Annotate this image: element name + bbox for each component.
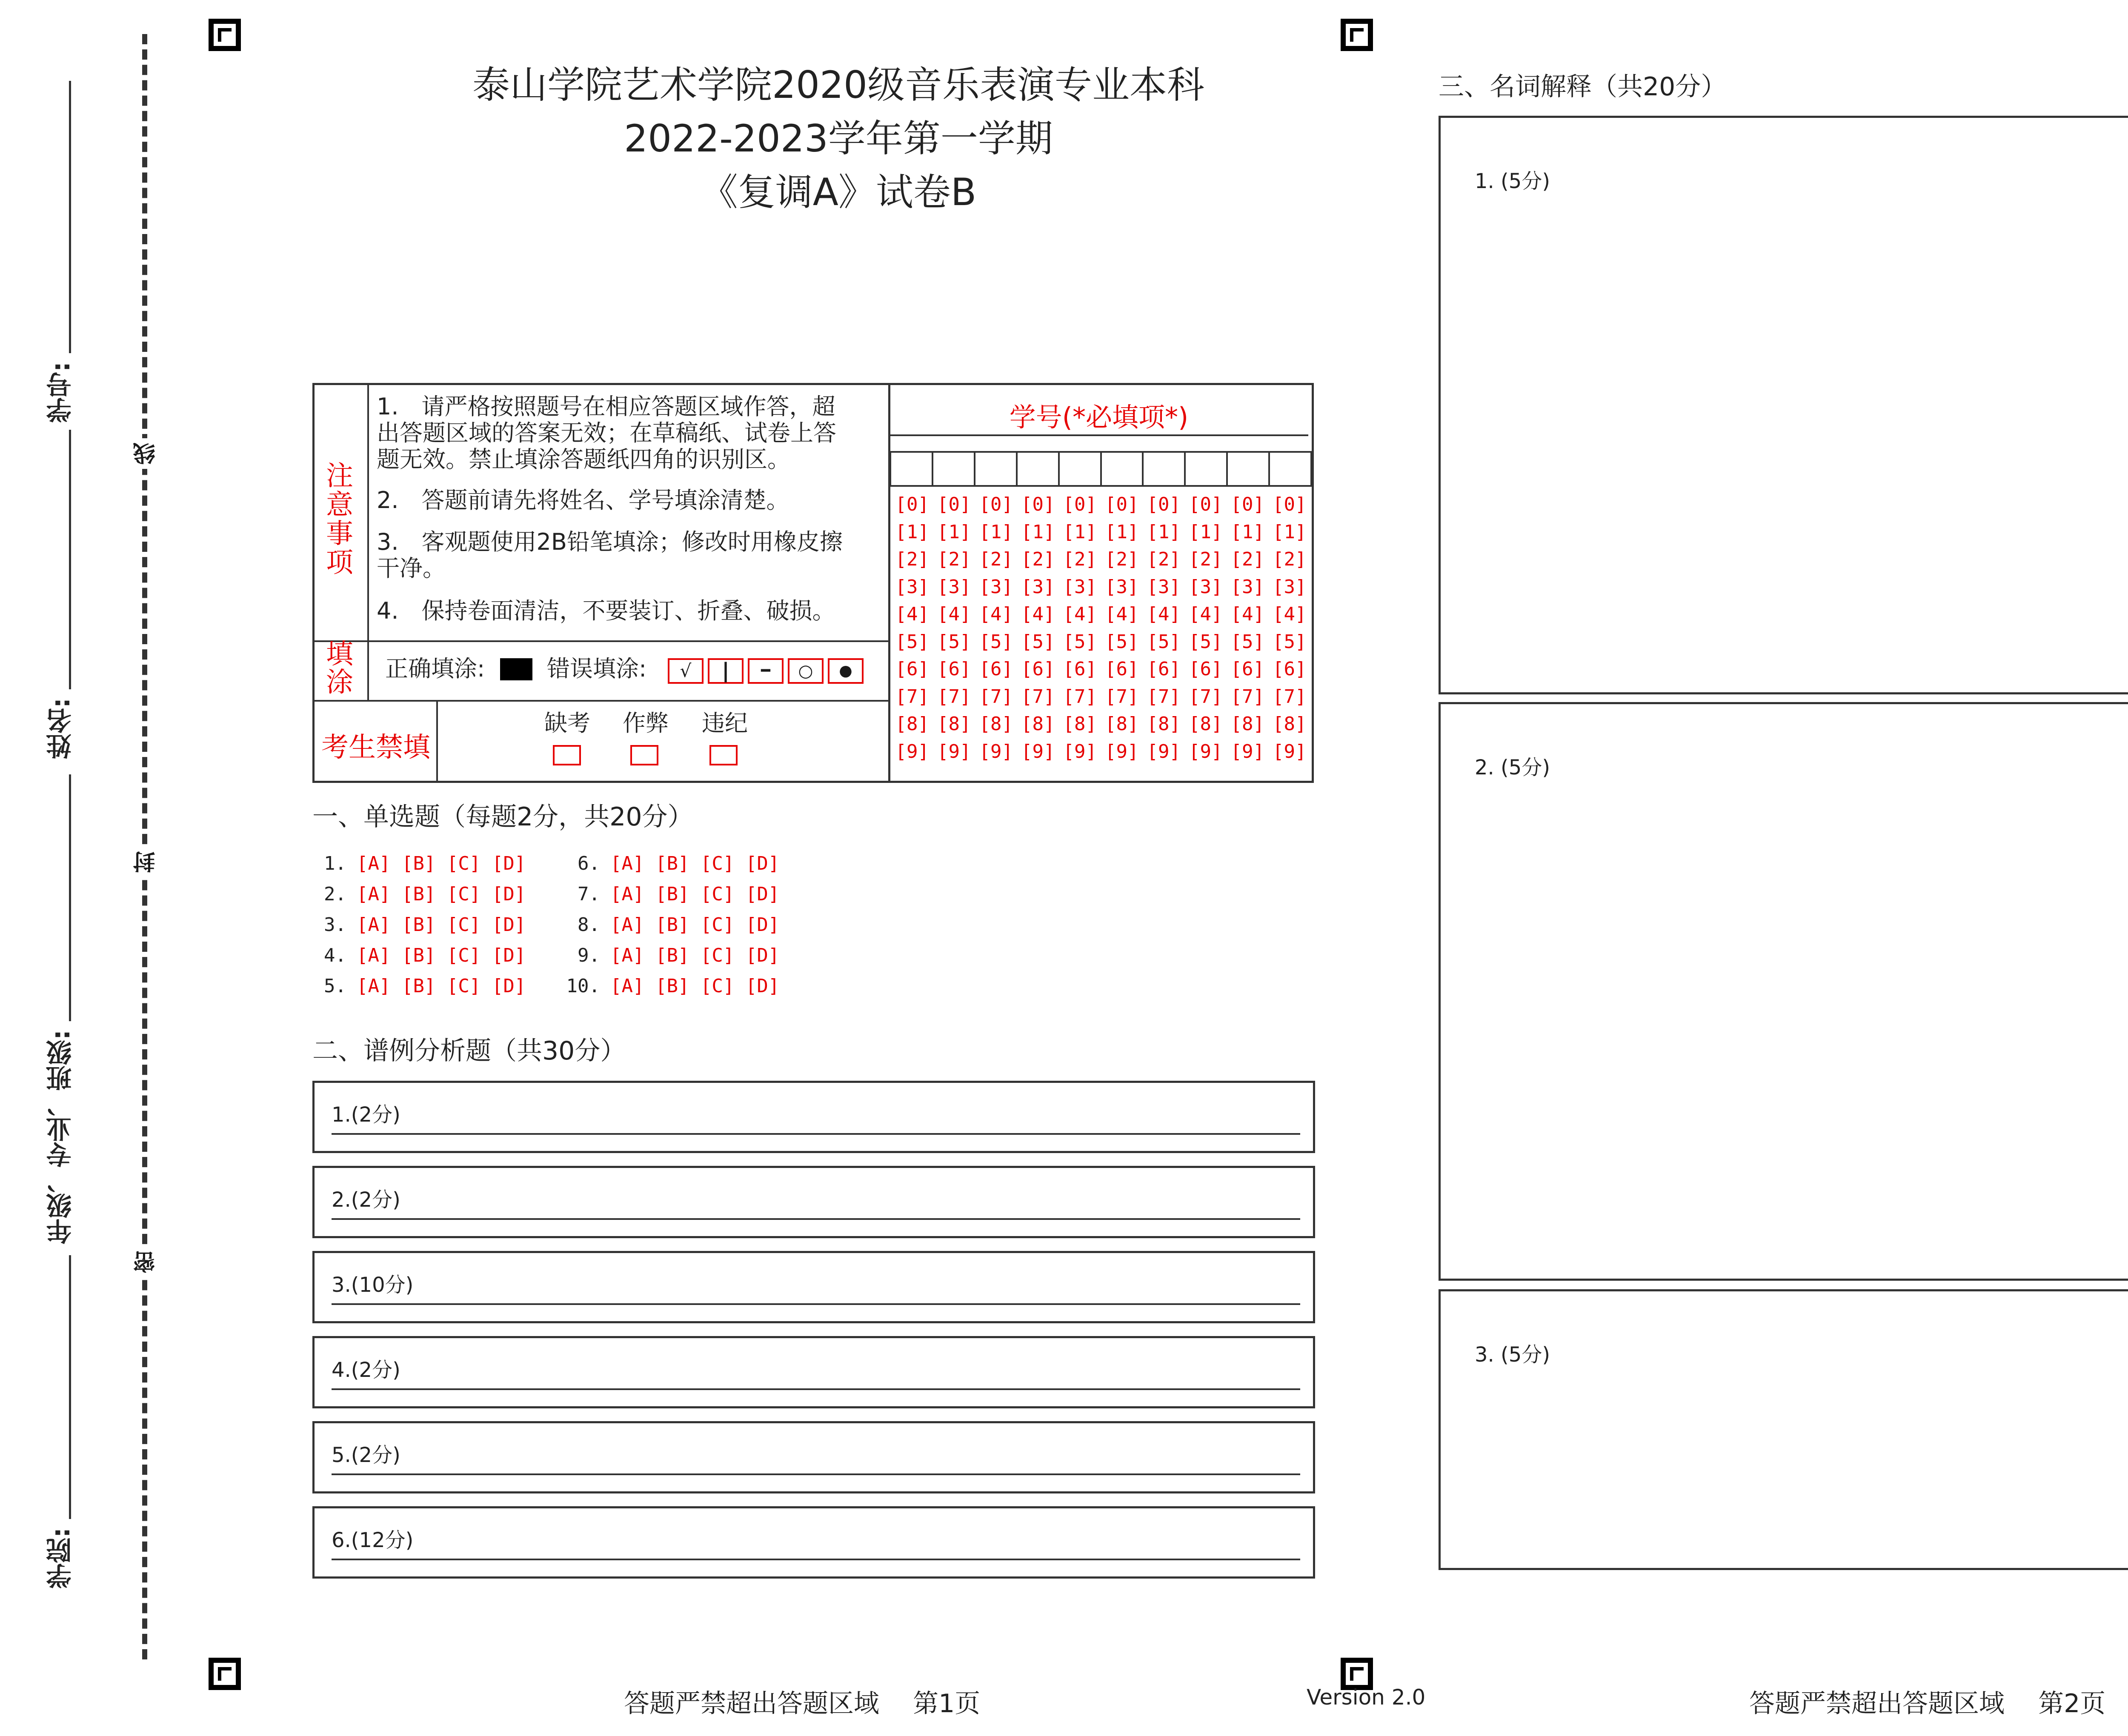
student-id-digit-row bbox=[891, 576, 1310, 598]
student-id-bubble[interactable]: [3] bbox=[1189, 576, 1223, 598]
correct-fill-sample bbox=[500, 658, 532, 680]
mc-question-number: 6. bbox=[578, 853, 600, 874]
student-id-bubble[interactable]: [5] bbox=[1063, 631, 1097, 653]
term-item-label: 2. (5分) bbox=[1475, 756, 1550, 779]
student-id-bubble[interactable]: [8] bbox=[1273, 713, 1307, 735]
mc-question-row bbox=[317, 883, 526, 905]
student-id-bubble[interactable]: [5] bbox=[1105, 631, 1139, 653]
mc-question-number: 5. bbox=[324, 975, 346, 997]
student-id-bubble[interactable]: [5] bbox=[937, 631, 971, 653]
student-id-bubble[interactable]: [2] bbox=[1230, 548, 1264, 570]
student-id-bubble[interactable]: [4] bbox=[1273, 603, 1307, 625]
section1-title: 一、单选题（每题2分，共20分） bbox=[312, 802, 693, 832]
wrong-fill-label: 错误填涂: bbox=[547, 655, 647, 682]
student-id-bubble[interactable]: [8] bbox=[1105, 713, 1139, 735]
student-id-bubble[interactable]: [2] bbox=[1063, 548, 1097, 570]
student-id-bubble[interactable]: [4] bbox=[1147, 603, 1181, 625]
mc-question-row bbox=[553, 853, 779, 874]
class-margin-line bbox=[69, 774, 71, 1021]
mc-option-bubbles[interactable]: [A] [B] [C] [D] bbox=[357, 945, 526, 966]
footer-version: Version 2.0 bbox=[1307, 1685, 1426, 1710]
footer-page1: 答题严禁超出答题区域 第1页 bbox=[624, 1689, 981, 1719]
student-id-bubble[interactable]: [6] bbox=[1021, 658, 1055, 680]
student-id-digit-row bbox=[891, 631, 1310, 653]
student-id-bubble[interactable]: [0] bbox=[1230, 494, 1264, 515]
forbidden-label: 考生禁填 bbox=[321, 732, 430, 763]
student-id-bubble[interactable]: [4] bbox=[937, 603, 971, 625]
notice-rule-3: 3. 客观题使用2B铅笔填涂；修改时用橡皮擦干净。 bbox=[377, 528, 843, 582]
student-id-bubble[interactable]: [4] bbox=[1063, 603, 1097, 625]
mc-question-number: 10. bbox=[566, 975, 600, 997]
student-id-bubble[interactable]: [9] bbox=[1189, 740, 1223, 762]
student-id-bubble[interactable]: [4] bbox=[979, 603, 1013, 625]
student-id-bubble[interactable]: [8] bbox=[895, 713, 929, 735]
student-id-bubble[interactable]: [4] bbox=[1021, 603, 1055, 625]
student-id-digit-row bbox=[891, 713, 1310, 735]
student-id-bubble[interactable]: [6] bbox=[1273, 658, 1307, 680]
student-id-bubble[interactable]: [6] bbox=[1105, 658, 1139, 680]
student-id-bubble[interactable]: [8] bbox=[937, 713, 971, 735]
student-id-bubble[interactable]: [3] bbox=[1147, 576, 1181, 598]
student-id-bubble[interactable]: [6] bbox=[1189, 658, 1223, 680]
student-id-digit-row bbox=[891, 521, 1310, 543]
exam-title-line1: 泰山学院艺术学院2020级音乐表演专业本科 bbox=[472, 63, 1204, 107]
name-margin-label: 姓名: bbox=[46, 698, 76, 759]
college-margin-line bbox=[69, 1255, 71, 1519]
wrong-fill-dash: ━ bbox=[748, 658, 784, 684]
analysis-item-label: 5.(2分) bbox=[332, 1443, 400, 1467]
student-id-bubble[interactable]: [1] bbox=[937, 521, 971, 543]
student-id-digit-row bbox=[891, 686, 1310, 708]
analysis-answer-box-6[interactable] bbox=[312, 1506, 1315, 1579]
analysis-answer-box-4[interactable] bbox=[312, 1336, 1315, 1408]
student-id-bubble[interactable]: [6] bbox=[1063, 658, 1097, 680]
footer-page2: 答题严禁超出答题区域 第2页 bbox=[1749, 1689, 2106, 1719]
student-id-bubble[interactable]: [0] bbox=[937, 494, 971, 515]
analysis-answer-box-1[interactable] bbox=[312, 1081, 1315, 1153]
mc-question-row bbox=[553, 945, 779, 966]
student-id-bubble[interactable]: [7] bbox=[1189, 685, 1223, 708]
class-margin-label: 年级、专业、班级: bbox=[46, 1030, 76, 1244]
student-id-bubble[interactable]: [5] bbox=[979, 631, 1013, 653]
student-id-bubble[interactable]: [9] bbox=[1147, 740, 1181, 762]
term-item-label: 1. (5分) bbox=[1475, 169, 1550, 193]
student-id-bubble[interactable]: [3] bbox=[1063, 576, 1097, 598]
analysis-item-label: 2.(2分) bbox=[332, 1188, 400, 1212]
mc-question-row bbox=[553, 975, 779, 997]
correct-fill-label: 正确填涂: bbox=[385, 655, 485, 682]
student-id-bubble[interactable]: [9] bbox=[895, 740, 929, 762]
mc-option-bubbles[interactable]: [A] [B] [C] [D] bbox=[610, 914, 780, 936]
student-id-bubble[interactable]: [2] bbox=[1147, 548, 1181, 570]
college-margin-label: 学院: bbox=[46, 1528, 76, 1589]
student-id-digit-row bbox=[891, 658, 1310, 680]
student-id-digit-row bbox=[891, 603, 1310, 625]
binding-word-xian: 线 bbox=[130, 438, 162, 469]
registration-marker-top-center bbox=[1341, 19, 1373, 51]
student-id-bubble[interactable]: [0] bbox=[1273, 494, 1307, 515]
student-id-bubble[interactable]: [2] bbox=[1105, 548, 1139, 570]
binding-word-mi: 密 bbox=[130, 1247, 162, 1277]
student-id-bubble[interactable]: [0] bbox=[895, 494, 929, 515]
analysis-item-label: 1.(2分) bbox=[332, 1103, 400, 1127]
student-id-bubble[interactable]: [4] bbox=[895, 603, 929, 625]
student-id-bubble[interactable]: [9] bbox=[1021, 740, 1055, 762]
student-id-bubble[interactable]: [0] bbox=[1189, 494, 1223, 515]
mc-option-bubbles[interactable]: [A] [B] [C] [D] bbox=[357, 883, 526, 905]
student-id-bubble[interactable]: [7] bbox=[895, 685, 929, 708]
student-id-bubble[interactable]: [6] bbox=[937, 658, 971, 680]
wrong-fill-dot: ● bbox=[828, 658, 864, 684]
mc-question-row bbox=[317, 914, 526, 936]
student-id-bubble[interactable]: [8] bbox=[1147, 713, 1181, 735]
analysis-item-label: 4.(2分) bbox=[332, 1358, 400, 1382]
wrong-fill-bar: | bbox=[708, 658, 744, 684]
student-id-bubble[interactable]: [4] bbox=[1189, 603, 1223, 625]
exam-title-line2: 2022-2023学年第一学期 bbox=[624, 117, 1053, 160]
mc-question-number: 3. bbox=[324, 914, 346, 936]
mc-question-number: 2. bbox=[324, 883, 346, 905]
notice-rule-4: 4. 保持卷面清洁，不要装订、折叠、破损。 bbox=[377, 597, 835, 624]
student-id-bubble[interactable]: [5] bbox=[1021, 631, 1055, 653]
binding-word-feng: 封 bbox=[130, 847, 162, 877]
registration-marker-bottom-left bbox=[209, 1658, 241, 1690]
registration-marker-top-left bbox=[209, 19, 241, 51]
status-violation-box bbox=[709, 745, 738, 765]
student-id-bubble[interactable]: [5] bbox=[1189, 631, 1223, 653]
student-id-margin-line bbox=[69, 81, 71, 353]
student-id-bubble[interactable]: [7] bbox=[1021, 685, 1055, 708]
student-id-bubble[interactable]: [2] bbox=[1273, 548, 1307, 570]
student-id-bubble[interactable]: [9] bbox=[1063, 740, 1097, 762]
student-id-write-cells[interactable] bbox=[890, 451, 1312, 487]
mc-option-bubbles[interactable]: [A] [B] [C] [D] bbox=[610, 945, 780, 966]
student-id-bubble[interactable]: [9] bbox=[1273, 740, 1307, 762]
mc-option-bubbles[interactable]: [A] [B] [C] [D] bbox=[610, 975, 780, 997]
student-id-bubble[interactable]: [0] bbox=[1147, 494, 1181, 515]
status-cheat-label: 作弊 bbox=[623, 710, 669, 737]
student-id-bubble[interactable]: [9] bbox=[1105, 740, 1139, 762]
notice-rule-2: 2. 答题前请先将姓名、学号填涂清楚。 bbox=[377, 487, 789, 514]
student-id-bubble[interactable]: [7] bbox=[1273, 685, 1307, 708]
mc-option-bubbles[interactable]: [A] [B] [C] [D] bbox=[610, 853, 780, 874]
mc-option-bubbles[interactable]: [A] [B] [C] [D] bbox=[610, 883, 780, 905]
mc-question-row bbox=[317, 945, 526, 966]
student-id-bubble[interactable]: [7] bbox=[1147, 685, 1181, 708]
student-id-bubble[interactable]: [2] bbox=[1189, 548, 1223, 570]
student-id-bubble[interactable]: [7] bbox=[937, 685, 971, 708]
notice-panel bbox=[312, 383, 890, 783]
mc-question-number: 1. bbox=[324, 853, 346, 874]
notice-rule-1: 1. 请严格按照题号在相应答题区域作答，超出答题区域的答案无效；在草稿纸、试卷上答题无效。禁止填涂答题纸四角的识别区。 bbox=[377, 393, 836, 473]
student-id-bubble[interactable]: [2] bbox=[979, 548, 1013, 570]
student-id-bubble[interactable]: [3] bbox=[895, 576, 929, 598]
mc-question-row bbox=[317, 853, 526, 874]
student-id-bubble[interactable]: [5] bbox=[1273, 631, 1307, 653]
section2-title: 二、谱例分析题（共30分） bbox=[312, 1036, 626, 1066]
mc-question-row bbox=[553, 883, 779, 905]
student-id-bubble[interactable]: [1] bbox=[1021, 521, 1055, 543]
student-id-bubble[interactable]: [7] bbox=[979, 685, 1013, 708]
student-id-bubble[interactable]: [6] bbox=[1147, 658, 1181, 680]
student-id-bubble[interactable]: [8] bbox=[979, 713, 1013, 735]
student-id-bubble[interactable]: [1] bbox=[1230, 521, 1264, 543]
mc-option-bubbles[interactable]: [A] [B] [C] [D] bbox=[357, 975, 526, 997]
student-id-bubble[interactable]: [6] bbox=[979, 658, 1013, 680]
student-id-bubble[interactable]: [6] bbox=[895, 658, 929, 680]
student-id-bubble[interactable]: [4] bbox=[1105, 603, 1139, 625]
analysis-answer-box-5[interactable] bbox=[312, 1421, 1315, 1493]
mc-question-number: 9. bbox=[578, 945, 600, 966]
analysis-answer-box-2[interactable] bbox=[312, 1166, 1315, 1238]
student-id-bubble[interactable]: [0] bbox=[1105, 494, 1139, 515]
mc-question-number: 7. bbox=[578, 883, 600, 905]
section3-title: 三、名词解释（共20分） bbox=[1439, 72, 1727, 102]
student-id-bubble[interactable]: [3] bbox=[1230, 576, 1264, 598]
student-id-bubble[interactable]: [3] bbox=[937, 576, 971, 598]
student-id-bubble[interactable]: [0] bbox=[979, 494, 1013, 515]
mc-question-row bbox=[553, 914, 779, 936]
student-id-digit-row bbox=[891, 741, 1310, 762]
student-id-bubble[interactable]: [6] bbox=[1230, 658, 1264, 680]
term-answer-box-1[interactable] bbox=[1439, 116, 2128, 694]
student-id-bubble[interactable]: [1] bbox=[1189, 521, 1223, 543]
status-absent-label: 缺考 bbox=[544, 710, 590, 737]
student-id-bubble[interactable]: [1] bbox=[979, 521, 1013, 543]
student-id-bubble[interactable]: [8] bbox=[1063, 713, 1097, 735]
wrong-fill-circle: ○ bbox=[788, 658, 824, 684]
term-answer-box-2[interactable] bbox=[1439, 702, 2128, 1281]
term-answer-box-3[interactable] bbox=[1439, 1289, 2128, 1570]
term-item-label: 3. (5分) bbox=[1475, 1343, 1550, 1367]
mc-question-number: 8. bbox=[578, 914, 600, 936]
student-id-bubble[interactable]: [8] bbox=[1021, 713, 1055, 735]
analysis-item-label: 3.(10分) bbox=[332, 1273, 414, 1297]
analysis-item-label: 6.(12分) bbox=[332, 1528, 414, 1552]
student-id-bubble[interactable]: [9] bbox=[979, 740, 1013, 762]
notice-label: 注意事项 bbox=[326, 460, 353, 579]
student-id-bubble[interactable]: [7] bbox=[1105, 685, 1139, 708]
student-id-bubble[interactable]: [3] bbox=[979, 576, 1013, 598]
student-id-bubble[interactable]: [9] bbox=[1230, 740, 1264, 762]
wrong-fill-check: √ bbox=[668, 658, 704, 684]
status-absent-box bbox=[553, 745, 581, 765]
student-id-margin-label: 学号: bbox=[46, 362, 76, 423]
name-margin-line bbox=[69, 430, 71, 689]
student-id-digit-row bbox=[891, 494, 1310, 515]
student-id-bubble[interactable]: [1] bbox=[1063, 521, 1097, 543]
student-id-bubble[interactable]: [5] bbox=[895, 631, 929, 653]
student-id-bubble[interactable]: [8] bbox=[1189, 713, 1223, 735]
mc-question-number: 4. bbox=[324, 945, 346, 966]
student-id-bubble[interactable]: [7] bbox=[1230, 685, 1264, 708]
status-violation-label: 违纪 bbox=[702, 710, 748, 737]
mc-option-bubbles[interactable]: [A] [B] [C] [D] bbox=[357, 853, 526, 874]
student-id-bubble[interactable]: [2] bbox=[1021, 548, 1055, 570]
student-id-bubble[interactable]: [0] bbox=[1021, 494, 1055, 515]
student-id-bubble[interactable]: [7] bbox=[1063, 685, 1097, 708]
student-id-bubble[interactable]: [1] bbox=[1147, 521, 1181, 543]
student-id-bubble[interactable]: [8] bbox=[1230, 713, 1264, 735]
analysis-answer-box-3[interactable] bbox=[312, 1251, 1315, 1323]
student-id-bubble[interactable]: [3] bbox=[1273, 576, 1307, 598]
fill-label: 填涂 bbox=[326, 639, 353, 698]
status-cheat-box bbox=[630, 745, 658, 765]
mc-question-row bbox=[317, 975, 526, 997]
student-id-bubble[interactable]: [1] bbox=[1105, 521, 1139, 543]
exam-title-line3: 《复调A》试卷B bbox=[700, 170, 977, 214]
student-id-bubble[interactable]: [2] bbox=[895, 548, 929, 570]
student-id-bubble[interactable]: [5] bbox=[1230, 631, 1264, 653]
student-id-bubble[interactable]: [3] bbox=[1021, 576, 1055, 598]
student-id-bubble[interactable]: [1] bbox=[1273, 521, 1307, 543]
student-id-digit-row bbox=[891, 548, 1310, 570]
mc-option-bubbles[interactable]: [A] [B] [C] [D] bbox=[357, 914, 526, 936]
student-id-bubble[interactable]: [0] bbox=[1063, 494, 1097, 515]
student-id-bubble[interactable]: [1] bbox=[895, 521, 929, 543]
student-id-bubble[interactable]: [9] bbox=[937, 740, 971, 762]
student-id-title: 学号(*必填项*) bbox=[1009, 402, 1189, 433]
student-id-bubble[interactable]: [4] bbox=[1230, 603, 1264, 625]
student-id-bubble[interactable]: [2] bbox=[937, 548, 971, 570]
student-id-bubble[interactable]: [5] bbox=[1147, 631, 1181, 653]
student-id-bubble[interactable]: [3] bbox=[1105, 576, 1139, 598]
